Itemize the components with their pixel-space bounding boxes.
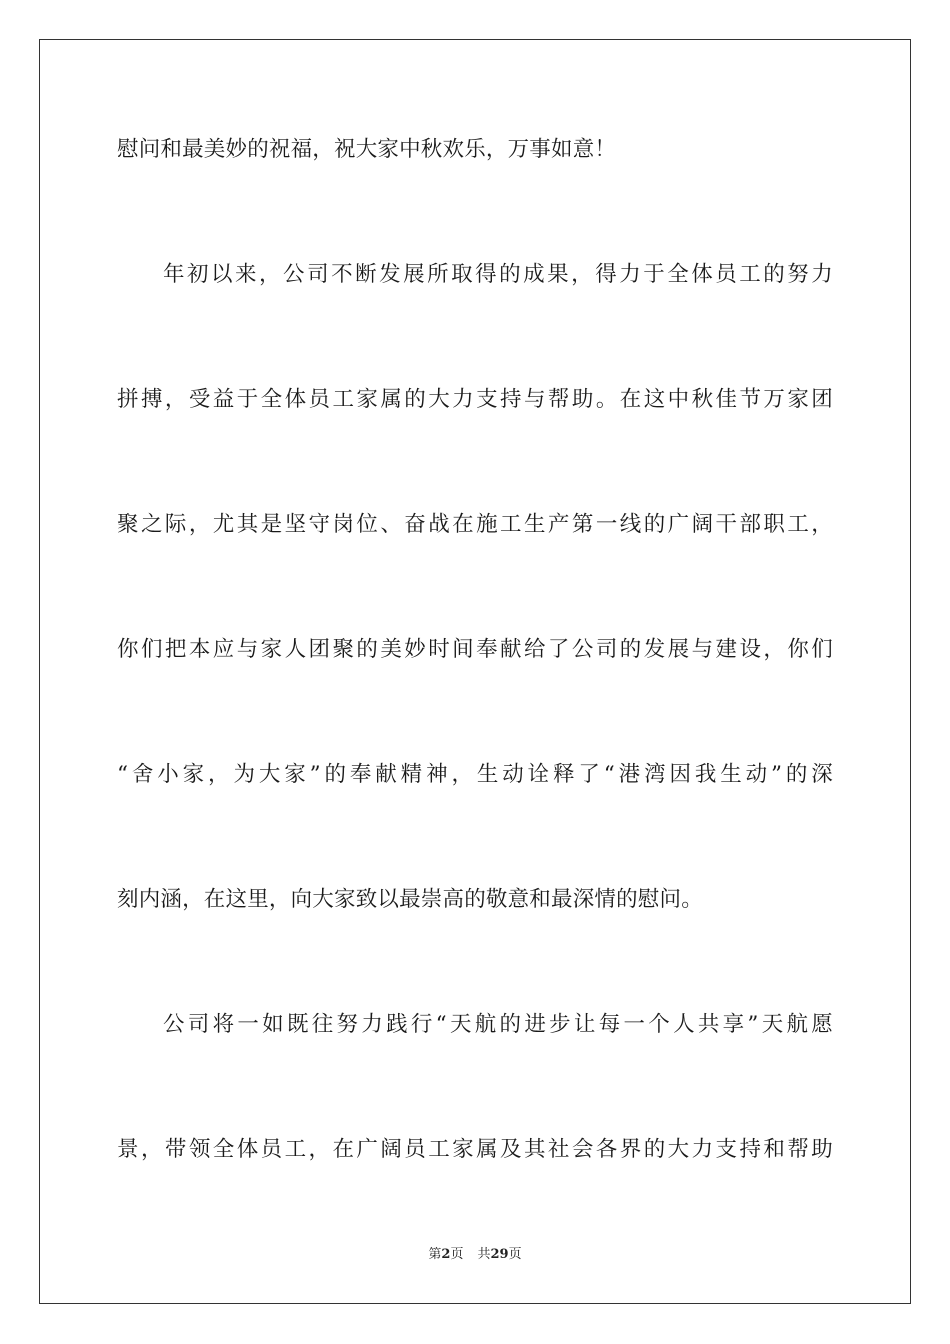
text-line-6: “舍小家，为大家”的奉献精神，生动诠释了“港湾因我生动”的深 [117,762,833,787]
text-line-9: 景，带领全体员工，在广阔员工家属及其社会各界的大力支持和帮助 [117,1137,833,1162]
text-line-1: 慰问和最美妙的祝福，祝大家中秋欢乐，万事如意！ [117,137,617,162]
text-line-7: 刻内涵，在这里，向大家致以最崇高的敬意和最深情的慰问。 [117,887,703,912]
total-pages: 29 [490,1247,509,1262]
text-line-3: 拼搏，受益于全体员工家属的大力支持与帮助。在这中秋佳节万家团 [117,387,833,412]
text-line-2: 年初以来，公司不断发展所取得的成果，得力于全体员工的努力 [163,262,833,287]
text-line-4: 聚之际，尤其是坚守岗位、奋战在施工生产第一线的广阔干部职工， [117,512,833,537]
page-footer [0,1246,950,1264]
page-label-suffix: 页 [450,1247,464,1262]
page-number: 2 [441,1247,451,1262]
text-line-8: 公司将一如既往努力践行“天航的进步让每一个人共享”天航愿 [163,1012,833,1037]
page-border [39,39,911,1304]
text-line-5: 你们把本应与家人团聚的美妙时间奉献给了公司的发展与建设，你们 [117,637,833,662]
total-label-suffix: 页 [508,1247,522,1262]
page-label-prefix: 第 [428,1247,442,1262]
total-label-prefix: 共 [477,1247,491,1262]
